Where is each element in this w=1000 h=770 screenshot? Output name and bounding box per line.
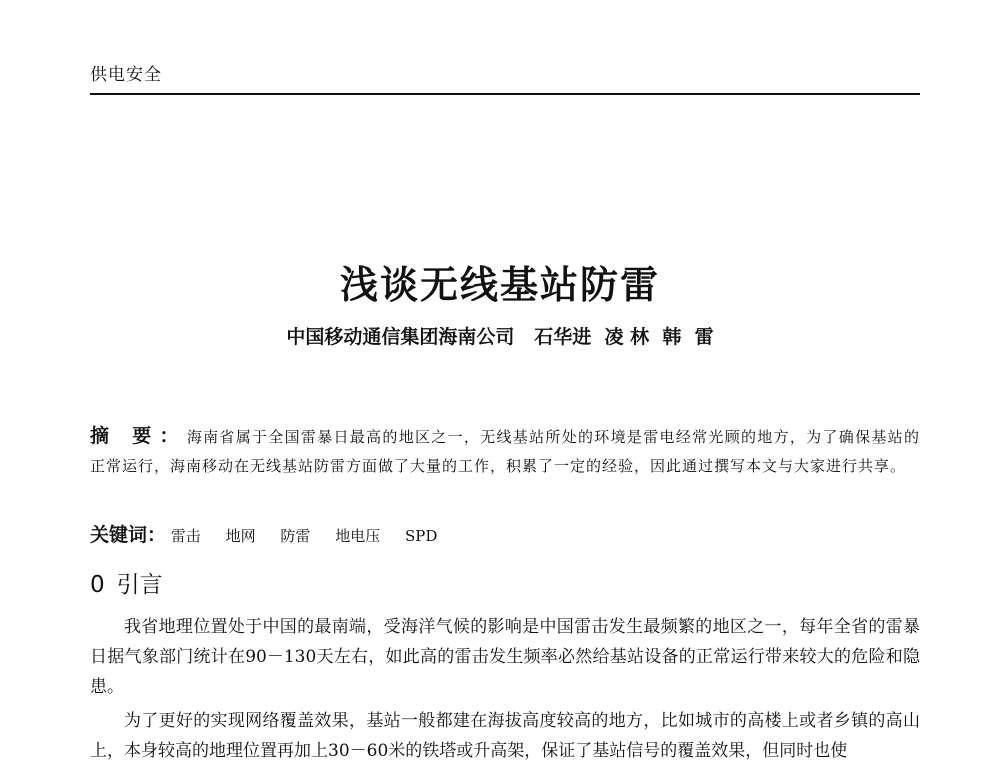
section-title: 引言: [116, 572, 163, 598]
keyword: 地电压: [335, 527, 381, 545]
section-number: 0: [90, 572, 105, 598]
abstract-label: 摘 要：: [90, 425, 187, 447]
paragraph: 为了更好的实现网络覆盖效果，基站一般都建在海拔高度较高的地方，比如城市的高楼上或者乡镇的高山上，本身较高的地理位置再加上30－60米的铁塔或升高架，保证了基站信号的覆盖效果，但同时也使: [90, 711, 920, 761]
running-header: 供电安全: [90, 65, 162, 85]
keyword: 雷击: [170, 527, 201, 545]
article-title: 浅谈无线基站防雷: [339, 263, 660, 307]
keyword: 防雷: [280, 527, 311, 545]
keywords: [90, 520, 457, 547]
body-text: [90, 612, 920, 770]
author-line: 中国移动通信集团海南公司 石华进 凌 林 韩 雷: [286, 326, 714, 348]
keyword: SPD: [404, 527, 438, 545]
paragraph: 我省地理位置处于中国的最南端，受海洋气候的影响是中国雷击发生最频繁的地区之一，每年全省的雷暴日据气象部门统计在90－130天左右，如此高的雷击发生频率必然给基站设备的正常运行带来较大的危险和隐患。: [90, 617, 920, 697]
abstract: [90, 422, 920, 481]
keyword: 地网: [225, 527, 256, 545]
keywords-label: 关键词：: [90, 524, 167, 546]
section-heading: [90, 566, 163, 599]
header-rule: [90, 93, 920, 95]
abstract-text: 海南省属于全国雷暴日最高的地区之一，无线基站所处的环境是雷电经常光顾的地方，为了确保基站的正常运行，海南移动在无线基站防雷方面做了大量的工作，积累了一定的经验，因此通过撰写本文与大家进行共享。: [90, 428, 920, 475]
